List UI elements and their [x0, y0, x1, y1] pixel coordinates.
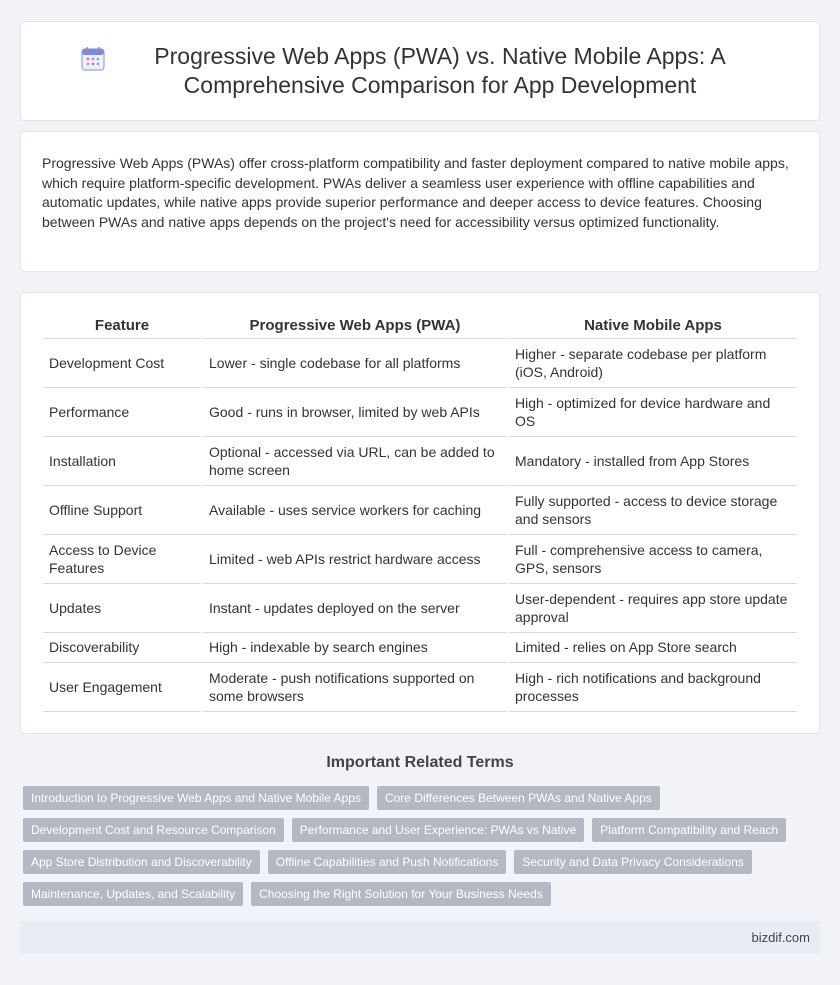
feature-cell: Offline Support — [43, 485, 202, 534]
related-term-link[interactable]: Choosing the Right Solution for Your Business Needs — [251, 882, 551, 906]
native-cell: User-dependent - requires app store update approval — [508, 583, 797, 632]
related-term-link[interactable]: Core Differences Between PWAs and Native Apps — [377, 786, 660, 810]
footer — [20, 921, 820, 954]
intro-paragraph: Progressive Web Apps (PWAs) offer cross-platform compatibility and faster deployment compared to native mobile apps, which require platform-specific development. PWAs deliver a seamless user experience with offline capabilities and automatic updates, while native apps provide superior performance and deeper access to device features. Choosing between PWAs and native apps depends on the project's need for accessibility versus optimized functionality. — [42, 155, 789, 230]
calendar-icon — [80, 46, 106, 72]
related-term-link[interactable]: Platform Compatibility and Reach — [592, 818, 786, 842]
feature-cell: Installation — [43, 436, 202, 485]
pwa-cell: Optional - accessed via URL, can be added to home screen — [202, 436, 508, 485]
pwa-cell: High - indexable by search engines — [202, 632, 508, 662]
related-term-link[interactable]: Performance and User Experience: PWAs vs Native — [292, 818, 584, 842]
footer-site-link[interactable]: bizdif.com — [751, 930, 810, 945]
feature-cell: Discoverability — [43, 632, 202, 662]
page-title: Progressive Web Apps (PWA) vs. Native Mobile Apps: A Comprehensive Comparison for App Development — [154, 43, 726, 98]
related-term-link[interactable]: Offline Capabilities and Push Notifications — [268, 850, 507, 874]
related-term-link[interactable]: App Store Distribution and Discoverability — [23, 850, 260, 874]
table-row — [43, 662, 797, 711]
native-cell: Limited - relies on App Store search — [508, 632, 797, 662]
comparison-table — [43, 313, 797, 712]
table-row — [43, 338, 797, 387]
feature-cell: Development Cost — [43, 338, 202, 387]
related-term-link[interactable]: Security and Data Privacy Considerations — [514, 850, 751, 874]
related-term-link[interactable]: Introduction to Progressive Web Apps and Native Mobile Apps — [23, 786, 369, 810]
pwa-cell: Instant - updates deployed on the server — [202, 583, 508, 632]
feature-cell: Updates — [43, 583, 202, 632]
header-native: Native Mobile Apps — [508, 313, 797, 338]
table-row — [43, 583, 797, 632]
header-feature: Feature — [43, 313, 202, 338]
header-pwa: Progressive Web Apps (PWA) — [202, 313, 508, 338]
feature-cell: Access to Device Features — [43, 534, 202, 583]
table-row — [43, 436, 797, 485]
table-row — [43, 485, 797, 534]
pwa-cell: Moderate - push notifications supported on some browsers — [202, 662, 508, 711]
native-cell: Higher - separate codebase per platform (iOS, Android) — [508, 338, 797, 387]
related-terms-list — [23, 786, 823, 914]
table-row — [43, 534, 797, 583]
tag-row — [23, 882, 823, 906]
feature-cell: Performance — [43, 387, 202, 436]
native-cell: Full - comprehensive access to camera, GPS, sensors — [508, 534, 797, 583]
table-row — [43, 387, 797, 436]
tag-row — [23, 818, 823, 842]
pwa-cell: Lower - single codebase for all platforms — [202, 338, 508, 387]
pwa-cell: Limited - web APIs restrict hardware access — [202, 534, 508, 583]
native-cell: Fully supported - access to device storage and sensors — [508, 485, 797, 534]
title-wrap — [80, 42, 760, 100]
tag-row — [23, 786, 823, 810]
intro-card — [20, 131, 820, 272]
tag-row — [23, 850, 823, 874]
related-term-link[interactable]: Development Cost and Resource Comparison — [23, 818, 284, 842]
feature-cell: User Engagement — [43, 662, 202, 711]
related-terms-heading: Important Related Terms — [326, 754, 514, 771]
table-row — [43, 632, 797, 662]
title-card — [20, 21, 820, 121]
native-cell: High - rich notifications and background processes — [508, 662, 797, 711]
related-term-link[interactable]: Maintenance, Updates, and Scalability — [23, 882, 243, 906]
pwa-cell: Available - uses service workers for caching — [202, 485, 508, 534]
table-header-row — [43, 313, 797, 338]
native-cell: Mandatory - installed from App Stores — [508, 436, 797, 485]
pwa-cell: Good - runs in browser, limited by web APIs — [202, 387, 508, 436]
native-cell: High - optimized for device hardware and OS — [508, 387, 797, 436]
comparison-card — [20, 292, 820, 734]
